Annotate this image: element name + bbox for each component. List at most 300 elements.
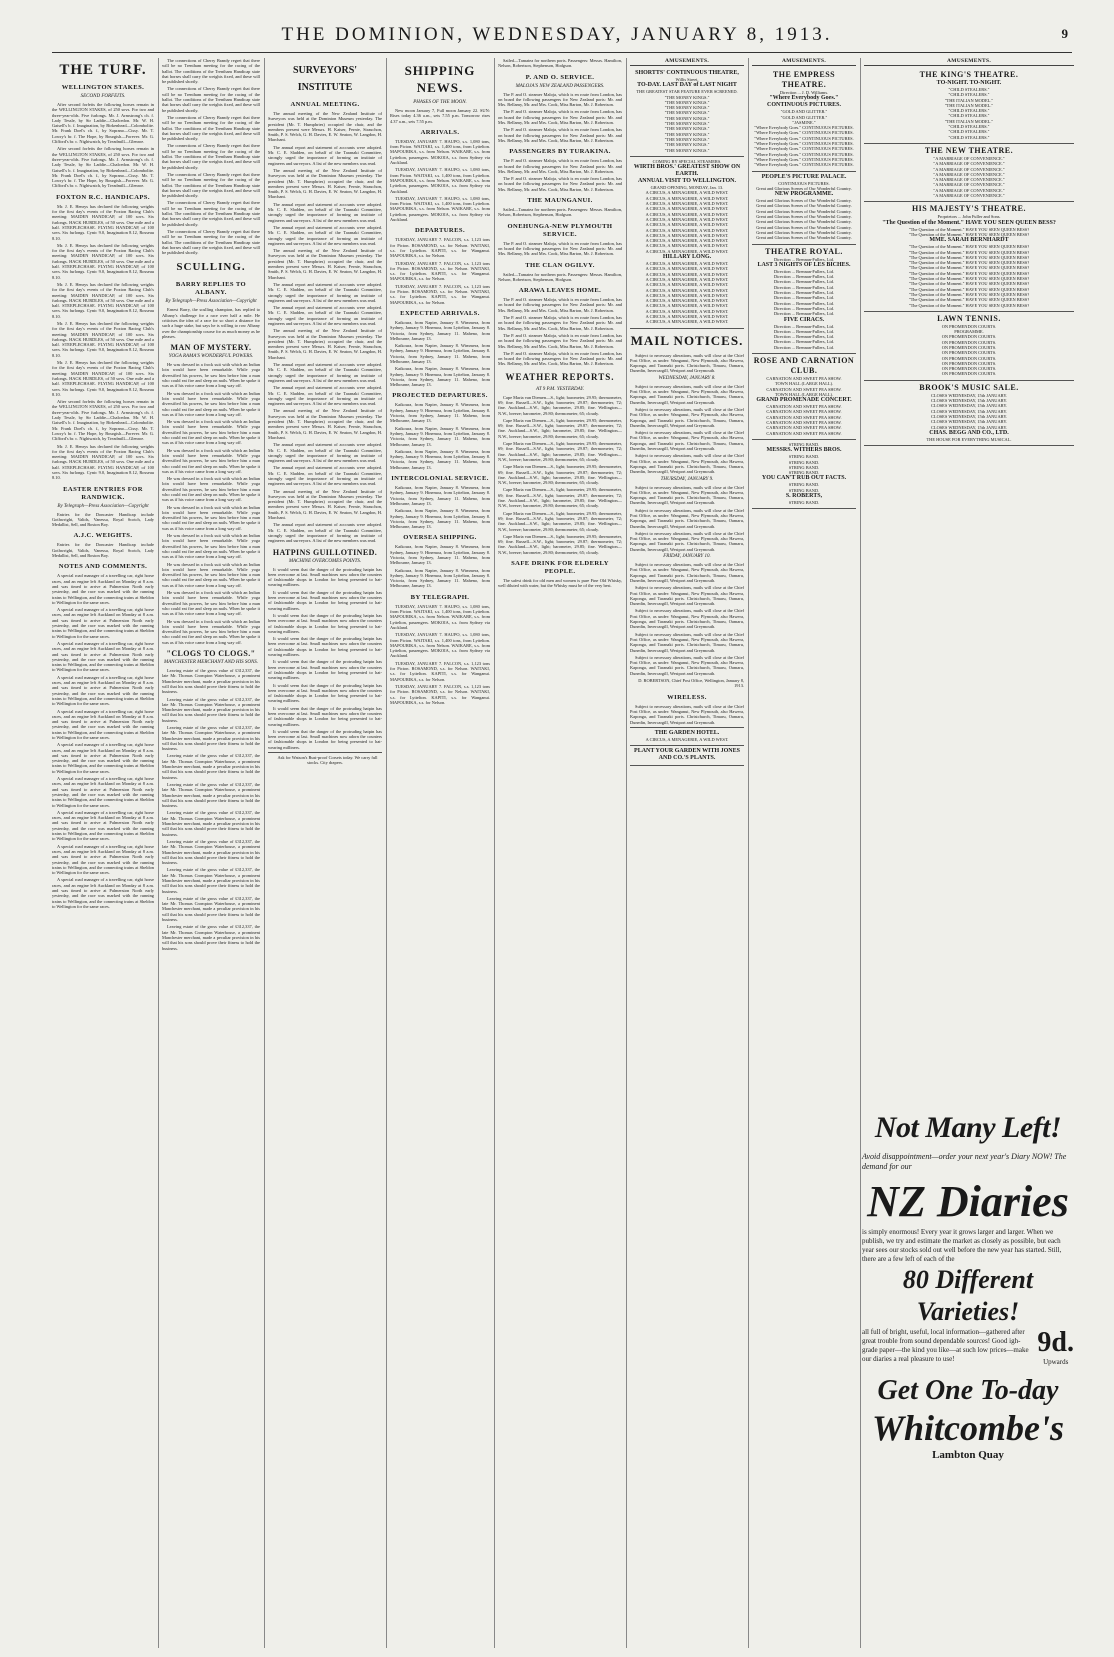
ad-line: Direction ... Brennan-Fullers, Ltd.: [774, 311, 834, 317]
ad-line: A CIRCUS, A MENAGERIE, A WILD WEST.: [645, 319, 729, 325]
article-text: The P. and O. steamer Maloja, which is en route from London, has on board the following passengers for New Zealand ports: Mr. and Mrs. Bellamy, Mr. and Mrs. Cook, Miss Barton, Mr. J. Robertson.: [498, 109, 622, 126]
article-text: The annual meeting of the New Zealand Institute of Surveyors was held at the Dominion Museum yesterday. The president (Mr. T. Humphries) occupied the chair, and the members present were Messrs. H. Kaiser, Fernie, Strauchon, Smith, P. S. Welch, G. H. Davies, E. W. Seaton, W. Langdon, H. Marchant.: [268, 328, 382, 360]
ad-line: CARNATION AND SWEET PEA SHOW.: [766, 420, 842, 426]
telegraph-heading: BY TELEGRAPH.: [410, 593, 470, 601]
advert-kings: [864, 68, 1074, 144]
projected-heading: PROJECTED DEPARTURES.: [392, 392, 488, 400]
ad-line: Proprietors ... John Fuller and Sons.: [937, 214, 1001, 220]
article-text: Subject to necessary alterations, mails will close at the Chief Post Office, as under: Wanganui, New Plymouth, also Hawera, Kaponga, and Taranaki ports. Christchurch, Timaru, Oamaru, Dunedin, Invercargill, Westport and Greymouth.: [630, 430, 744, 452]
article-text: The P. and O. steamer Maloja, which is en route from London, has on board the following passengers for New Zealand ports: Mr. and Mrs. Bellamy, Mr. and Mrs. Cook, Miss Barton, Mr. J. Robertson.: [498, 176, 622, 192]
ad-line: "Where Everybody Goes." CONTINUOUS PICTURES.: [766, 95, 841, 109]
article-text: TUESDAY, JANUARY 7. HAUPO, s.s. 1,080 tons, from Picton. WAITAKI, s.s. 1,400 tons, from Lyttelton. MAPOURIKA, s.s. from Nelson. WAIKARE, s.s. from Lyttelton, passengers. MOKOIA, s.s. from Sydney via Auckland.: [390, 195, 490, 223]
advert-empress: [752, 68, 856, 172]
article-text: Subject to necessary alterations, mails will close at the Chief Post Office, as under: Wanganui, New Plymouth, also Hawera, Kaponga, and Taranaki ports. Christchurch, Timaru, Oamaru, Dunedin, Invercargill, Westport and Greymouth.: [630, 453, 744, 475]
article-text: It would seem that the danger of the protruding hatpin has been overcome at last. Small machines now adorn the counters of fashionable shops in London for being presented to hat-wearing milliners.: [268, 705, 382, 727]
article-text: Leaving estate of the gross value of £312,337, the late Mr. Thomas Crompton Waterhouse, a prominent Manchester merchant, made a peculiar provision in his will that his sons should prove their fitness to hold the business.: [162, 724, 260, 752]
ad-line: ON PROMENDON COURTS.: [941, 334, 997, 340]
oversea-heading: OVERSEA SHIPPING.: [403, 534, 477, 542]
article-text: Entries for the Doncaster Handicap include Gothwright, Valids, Vanessa, Royal Scotch, Lady Medallist, Sell, and Boston Boy.: [52, 511, 154, 528]
ad-line: CLOSES WEDNESDAY, 15th JANUARY.: [930, 424, 1008, 430]
ad-line: A CIRCUS, A MENAGERIE, A WILD WEST.: [645, 216, 729, 222]
ad-line: A CIRCUS, A MENAGERIE, A WILD WEST.: [645, 238, 729, 244]
ad-line: Direction ... Brennan-Fullers, Ltd.: [774, 334, 834, 340]
ad-line: THE GREATEST STAR FEATURE EVER SCREENED.: [636, 89, 738, 95]
arawa-heading: ARAWA LEAVES HOME.: [518, 287, 602, 295]
ad-line: A CIRCUS, A MENAGERIE, A WILD WEST.: [645, 261, 729, 267]
article-text: The safest drink for old men and women is pure Fine Old Whisky, well diluted with water, but the Whisky must be of the very best.: [498, 578, 622, 589]
ad-line: THE HOUSE FOR EVERYTHING MUSICAL.: [926, 436, 1012, 442]
article-text: Kaikoura, from Napier, January 8. Wimmera, from Sydney, January 9. Hinemoa, from Lyttelton, January 8. Victoria, from Sydney, January 11. Maheno, from Melbourne, January 13.: [390, 567, 490, 589]
article-text: The annual meeting of the New Zealand Institute of Surveyors was held at the Dominion Museum yesterday. The president (Mr. T. Humphries) occupied the chair, and the members present were Messrs. H. Kaiser, Fernie, Strauchon, Smith, P. S. Welch, G. H. Davies, E. W. Seaton, W. Langdon, H. Marchant.: [268, 488, 382, 521]
ad-line: "The Question of the Moment." HAVE YOU SEEN QUEEN BESS?: [908, 231, 1030, 237]
intercolonial-heading: INTERCOLONIAL SERVICE.: [391, 475, 489, 483]
ad-line: "A MARRIAGE OF CONVENIENCE.": [933, 182, 1005, 188]
article-text: The P. and O. steamer Maloja, which is en route from London, has on board the following passengers for New Zealand ports: Mr. and Mrs. Bellamy, Mr. and Mrs. Cook, Miss Barton, Mr. J. Robertson.: [498, 350, 622, 367]
article-text: He was dressed in a frock suit with which an Indian loin would have been remarkable. While yoga diversified his powers, he saw him before him a man who could eat fire and sleep on nails. When he spoke it was as if his voice came from a long way off.: [162, 590, 260, 617]
ad-line: CLOSES WEDNESDAY, 15th JANUARY.: [930, 408, 1008, 414]
ad-line: "The Question of the Moment." HAVE YOU SEEN QUEEN BESS?: [908, 249, 1030, 255]
ad-line: "CHILD STEALERS.": [948, 129, 990, 135]
article-text: He was dressed in a frock suit with which an Indian loin would have been remarkable. While yoga diversified his powers, he saw him before him a man who could eat fire and sleep on nails. When he spoke it was as if his voice came from a long way off.: [162, 419, 260, 446]
ad-line: "Where Everybody Goes." CONTINUOUS PICTURES.: [754, 146, 854, 152]
advert-brooks: [864, 381, 1074, 446]
article-text: A special road manager of a travelling car, right horse races, and an engine left Auckland on Monday at 8 a.m. and was timed to arrive at Palmerston North early yesterday, and the race was marked with the running trains to Wellington, and the connecting trains at Sheldon to Wellington for the same races.: [52, 877, 154, 909]
promo-price-note: Upwards: [1043, 1358, 1069, 1366]
ad-line: CHAS. BEGG AND CO., LTD.: [929, 429, 1009, 436]
mystery-heading: MAN OF MYSTERY.: [170, 343, 252, 353]
article-text: Kaikoura, from Napier, January 8. Wimmera, from Sydney, January 9. Hinemoa, from Lyttelton, January 8. Victoria, from Sydney, January 11. Maheno, from Melbourne, January 13.: [390, 425, 490, 447]
column-rule: [626, 58, 627, 1648]
article-text: He was dressed in a frock suit with which an Indian loin would have been remarkable. While yoga diversified his powers, he saw him before him a man who could eat fire and sleep on nails. When he spoke it was as if his voice came from a long way off.: [162, 504, 260, 531]
maloja-subheading: MALOJA'S NEW ZEALAND PASSENGERS.: [515, 83, 605, 89]
article-text: After second forfeits the following horses remain in the WELLINGTON STAKES, of 250 sovs. For two and three-year-olds. Five furlongs. Mr. J. Armstrong's ch. f. Lady Tessle, by Sir Laddie—Chalcedon. Mr. W. H. Gaisell's b. f. Imagination, by Birkenhead—Colombolite. Mr. Frank Doel's ch. f., by Soprano—Cissy. Mr. T. Lowry's br. f. The Hope, by Bourgish—Forever. Mr. G. Clifford's br. c. Nightwatch, by Treadmill—Glenroe.: [52, 102, 154, 145]
article-text: Cape Maria van Diemen—S., light; barometer, 29.95; thermometer, 69; fine. Russell—S.W., light; barometer, 29.87; thermometer, 72; fine. Auckland—S.W., light; barometer, 29.85; fine. Wellington—N.W., breeze; barometer, 29.80; thermometer, 65; cloudy.: [498, 417, 622, 439]
ad-line: Direction ... Brennan-Fullers, Ltd.: [774, 274, 834, 280]
ad-line: "The Question of the Moment." HAVE YOU SEEN QUEEN BESS?: [908, 281, 1030, 287]
ad-line: "The Question of the Moment." HAVE YOU SEEN QUEEN BESS?: [882, 219, 1056, 226]
article-text: The annual report and statement of accounts were adopted. Mr. C. E. Sladden, on behalf of the Taranaki Committee, strongly urged the importance of forming an institute of engineers and surveyors. A list of the new members was read.: [268, 224, 382, 246]
ad-line: MME. SARAH BERNHARDT: [929, 237, 1009, 244]
ad-line: "GOLD AND GLITTER.": [780, 114, 828, 120]
ad-line: A CIRCUS, A MENAGERIE, A WILD WEST.: [645, 243, 729, 249]
article-text: He was dressed in a frock suit with which an Indian loin would have been remarkable. While yoga diversified his powers, he saw him before him a man who could eat fire and sleep on nails. When he spoke it was as if his voice came from a long way off.: [162, 476, 260, 503]
mail-notices-heading: MAIL NOTICES.: [630, 332, 744, 348]
foxton-heading: FOXTON R.C. HANDICAPS.: [56, 193, 150, 201]
ad-line: "THE ITALIAN MODEL.": [944, 102, 994, 108]
arrivals-heading: ARRIVALS.: [420, 128, 460, 136]
article-text: New moon January 7, Full moon January 22. SUN: Rises today 4.36 a.m., sets 7.55 p.m. Tomorrow rises 4.37 a.m., sets 7.55 p.m.: [390, 108, 490, 124]
advert-theatre-royal: [752, 245, 856, 354]
promo-call-to-action: Get One To-day: [877, 1375, 1059, 1406]
ad-line: PROGRAMME.: [954, 329, 984, 335]
promo-varieties: 80 Different Varieties!: [902, 1265, 1034, 1326]
ad-line: ON PROMENDON COURTS.: [941, 344, 997, 350]
ad-line: A CIRCUS, A MENAGERIE, A WILD WEST.: [645, 282, 729, 288]
ad-title: PEOPLE'S PICTURE PALACE.: [761, 173, 847, 180]
ad-line: "Where Everybody Goes." CONTINUOUS PICTURES.: [754, 162, 854, 168]
article-text: A special road manager of a travelling car, right horse races, and an engine left Auckland on Monday at 8 a.m. and was timed to arrive at Palmerston North early yesterday, and the race was marked with the running trains to Wellington, and the connecting trains at Sheldon to Wellington for the same races.: [52, 674, 154, 707]
article-text: The annual report and statement of accounts were adopted. Mr. C. E. Sladden, on behalf of the Taranaki Committee, strongly urged the importance of forming an institute of engineers and surveyors. A list of the new members was read.: [268, 144, 382, 166]
ad-line: Great and Glorious Scenes of Our Wonderful Country.: [756, 224, 852, 230]
annual-meeting-heading: ANNUAL MEETING.: [290, 101, 360, 108]
ad-line: "Where Everybody Goes." CONTINUOUS PICTURES.: [754, 130, 854, 136]
mail-date: FRIDAY, JANUARY 10.: [663, 554, 711, 560]
amusements-heading: AMUSEMENTS.: [752, 58, 856, 66]
ad-line: "A MARRIAGE OF CONVENIENCE.": [933, 187, 1005, 193]
article-text: Mr. J. E. Henrys has declared the following weights for the first day's events of the Foxton Racing Club's meeting: MAIDEN HANDICAP, of 100 sovs. Six furlongs. HACK HURDLES, of 50 sovs. One mile and a half. STEEPLECHASE. FLYING HANDICAP, of 100 sovs. Six furlongs. Cynic 9.0, Imagination 8.12, Rosseau 8.10.: [52, 360, 154, 397]
notes-heading: NOTES AND COMMENTS.: [58, 563, 148, 571]
ad-line: A CIRCUS, A MENAGERIE, A WILD WEST.: [645, 292, 729, 298]
article-text: Subject to necessary alterations, mails will close at the Chief Post Office, as under: Wanganui, New Plymouth, also Hawera, Kaponga, and Taranaki ports. Christchurch, Timaru, Oamaru, Dunedin, Invercargill, Westport and Greymouth.: [630, 631, 744, 653]
column-shipping: [390, 58, 490, 1648]
ad-line: "The Question of the Moment." HAVE YOU SEEN QUEEN BESS?: [908, 244, 1030, 250]
masthead-rule: [52, 52, 1072, 53]
ad-line: "THE ITALIAN MODEL.": [944, 118, 994, 124]
ad-line: A CIRCUS, A MENAGERIE, A WILD WEST.: [645, 206, 729, 212]
ad-line: "THE MONEY KINGS.": [664, 105, 710, 111]
article-text: Kaikoura, from Napier, January 8. Wimmera, from Sydney, January 9. Hinemoa, from Lyttelton, January 8. Victoria, from Sydney, January 11. Maheno, from Melbourne, January 13.: [390, 366, 490, 388]
weather-subheading: AT 9 P.M. YESTERDAY.: [535, 386, 585, 392]
advert-peoples: [752, 172, 856, 245]
promo-product: NZ Diaries: [867, 1177, 1069, 1226]
article-text: TUESDAY, JANUARY 7. HAUPO, s.s. 1,080 tons, from Picton. WAITAKI, s.s. 1,400 tons, from Lyttelton. MAPOURIKA, s.s. from Nelson. WAIKARE, s.s. from Lyttelton, passengers. MOKOIA, s.s. from Sydney via Auckland.: [390, 167, 490, 194]
article-text: Kaikoura, from Napier, January 8. Wimmera, from Sydney, January 9. Hinemoa, from Lyttelton, January 8. Victoria, from Sydney, January 11. Maheno, from Melbourne, January 13.: [390, 544, 490, 566]
ad-line: S. ROBERTS,: [785, 493, 823, 500]
weather-heading: WEATHER REPORTS.: [505, 371, 615, 382]
ad-line: "The Question of the Moment." HAVE YOU SEEN QUEEN BESS?: [908, 254, 1030, 260]
article-text: The P. and O. steamer Maloja, which is en route from London, has on board the following passengers for New Zealand ports: Mr. and Mrs. Bellamy, Mr. and Mrs. Cook, Miss Barton, Mr. J. Robertson.: [498, 297, 622, 313]
article-text: Leaving estate of the gross value of £312,337, the late Mr. Thomas Crompton Waterhouse, a prominent Manchester merchant, made a peculiar provision in his will that his sons should prove their fitness to hold the business.: [162, 838, 260, 866]
ad-line: STRING BAND.: [788, 464, 820, 470]
ad-line: FIVE CIRACS.: [783, 316, 825, 323]
mail-signature: D. ROBERTSON, Chief Post Office, Wellington, January 8, 1913.: [638, 678, 744, 689]
advert-new-theatre: [864, 144, 1074, 202]
article-text: Cape Maria van Diemen—S., light; barometer, 29.95; thermometer, 69; fine. Russell—S.W., light; barometer, 29.87; thermometer, 72; fine. Auckland—S.W., light; barometer, 29.85; fine. Wellington—N.W., breeze; barometer, 29.80; thermometer, 65; cloudy.: [498, 533, 622, 555]
article-text: A special road manager of a travelling car, right horse races, and an engine left Auckland on Monday at 8 a.m. and was timed to arrive at Palmerston North early yesterday, and the race was marked with the running trains to Wellington, and the connecting trains at Sheldon to Wellington for the same races.: [52, 809, 154, 842]
ad-line: STRING BAND.: [788, 482, 820, 488]
article-text: The annual meeting of the New Zealand Institute of Surveyors was held at the Dominion Museum yesterday. The president (Mr. T. Humphries) occupied the chair, and the members present were Messrs. H. Kaiser, Fernie, Strauchon, Smith, P. S. Welch, G. H. Davies, E. W. Seaton, W. Langdon, H. Marchant.: [268, 248, 382, 280]
sculling-heading: SCULLING.: [176, 261, 246, 274]
surveyors-heading: SURVEYORS' INSTITUTE: [292, 65, 358, 93]
ad-line: "CHILD STEALERS.": [948, 134, 990, 140]
clan-ogilvy-heading: THE CLAN OGILVY.: [525, 261, 595, 269]
article-text: Subject to necessary alterations, mails will close at the Chief Post Office, as under: Wanganui, New Plymouth, also Hawera, Kaponga, and Taranaki ports. Christchurch, Timaru, Oamaru, Dunedin, Invercargill, Westport and Greymouth.: [630, 406, 744, 428]
ad-line: YOU CAN'T RUB OUT FACTS.: [761, 475, 847, 482]
ad-line: A CIRCUS, A MENAGERIE, A WILD WEST.: [645, 308, 729, 314]
ad-title: LAWN TENNIS.: [937, 313, 1001, 323]
ad-line: Great and Glorious Scenes of Our Wonderful Country.: [756, 219, 852, 225]
ad-line: A CIRCUS, A MENAGERIE, A WILD WEST.: [645, 313, 729, 319]
ad-line: Direction ... Brennan-Fullers, Ltd.: [774, 256, 834, 262]
ad-line: CARNATION AND SWEET PEA SHOW.: [766, 409, 842, 415]
article-text: It would seem that the danger of the protruding hatpin has been overcome at last. Small machines now adorn the counters of fashionable shops in London for being presented to hat-wearing milliners.: [268, 728, 382, 750]
article-text: He was dressed in a frock suit with which an Indian loin would have been remarkable. While yoga diversified his powers, he saw him before him a man who could eat fire and sleep on nails. When he spoke it was as if his voice came from a long way off.: [162, 390, 260, 417]
ad-line: "The Question of the Moment." HAVE YOU SEEN QUEEN BESS?: [908, 260, 1030, 266]
ad-line: "Where Everybody Goes." CONTINUOUS PICTURES.: [754, 151, 854, 157]
article-text: The annual meeting of the New Zealand Institute of Surveyors was held at the Dominion Museum yesterday. The president (Mr. T. Humphries) occupied the chair, and the members present were Messrs. H. Kaiser, Fernie, Strauchon, Smith, P. S. Welch, G. H. Davies, E. W. Seaton, W. Langdon, H. Marchant.: [268, 408, 382, 440]
column-sculling: [162, 58, 260, 1648]
article-text: A special road manager of a travelling car, right horse races, and an engine left Auckland on Monday at 8 a.m. and was timed to arrive at Palmerston North early yesterday, and the race was marked with the running trains to Wellington, and the connecting trains at Sheldon to Wellington for the same races.: [52, 607, 154, 639]
promo-price-box: [1037, 1328, 1074, 1366]
ad-line: Direction ... Brennan-Fullers, Ltd.: [774, 279, 834, 285]
article-text: He was dressed in a frock suit with which an Indian loin would have been remarkable. While yoga diversified his powers, he saw him before him a man who could eat fire and sleep on nails. When he spoke it was as if his voice came from a long way off.: [162, 362, 260, 389]
ad-line: "The Question of the Moment." HAVE YOU SEEN QUEEN BESS?: [908, 276, 1030, 282]
article-text: The connections of Cherry Brandy regret that there will be no Trentham meeting for the racing of the ballot. The conditions of the Trentham Handicap state that horses shall carry the weights fixed, and these will be published shortly.: [162, 200, 260, 227]
article-text: Ernest Barry, the sculling champion, has replied to Albany's challenge for a race over half a mile. He criticises the idea of a race for so short a distance for such a huge stake, but says he is willing to row Albany over the championship course for as much money as he pleases.: [162, 307, 260, 339]
ad-line: CARNATION AND SWEET PEA SHOW.: [766, 404, 842, 410]
turf-heading: THE TURF.: [59, 62, 147, 78]
ad-line: STRING BAND.: [788, 454, 820, 460]
article-text: The annual report and statement of accounts were adopted. Mr. C. E. Sladden, on behalf of the Taranaki Committee, strongly urged the importance of forming an institute of engineers and surveyors. A list of the new members was read.: [268, 305, 382, 326]
ad-line: STRING BAND.: [788, 500, 820, 506]
ad-line: CARNATION AND SWEET PEA SHOW.: [766, 386, 842, 392]
ad-line: "THE MONEY KINGS.": [664, 147, 710, 153]
ad-line: "Where Everybody Goes." CONTINUOUS PICTURES.: [754, 125, 854, 131]
ad-line: "THE MONEY KINGS.": [664, 136, 710, 142]
article-text: The annual report and statement of accounts were adopted. Mr. C. E. Sladden, on behalf of the Taranaki Committee, strongly urged the importance of forming an institute of engineers and surveyors. A list of the new members was read.: [268, 362, 382, 383]
article-text: Cape Maria van Diemen—S., light; barometer, 29.95; thermometer, 69; fine. Russell—S.W., light; barometer, 29.87; thermometer, 72; fine. Auckland—S.W., light; barometer, 29.85; fine. Wellington—N.W., breeze; barometer, 29.80; thermometer, 65; cloudy.: [498, 464, 622, 486]
ad-line: ON PROMENDON COURTS.: [941, 350, 997, 356]
ad-line: LAST 3 NIGHTS OF LES BICHES.: [757, 261, 851, 268]
ad-line: A CIRCUS, A MENAGERIE, A WILD WEST.: [645, 266, 729, 272]
ad-line: "A MARRIAGE OF CONVENIENCE.": [933, 193, 1005, 199]
article-text: A special road manager of a travelling car, right horse races, and an engine left Auckland on Monday at 8 a.m. and was timed to arrive at Palmerston North early yesterday, and the race was marked with the running trains to Wellington, and the connecting trains at Sheldon to Wellington for the same races.: [52, 843, 154, 876]
ad-line: STRING BAND.: [788, 470, 820, 476]
onehunga-heading: ONEHUNGA-NEW PLYMOUTH SERVICE.: [507, 222, 613, 238]
promo-brand: Whitcombe's: [871, 1408, 1064, 1448]
article-text: Leaving estate of the gross value of £312,337, the late Mr. Thomas Crompton Waterhouse, a prominent Manchester merchant, made a peculiar provision in his will that his sons should prove their fitness to hold the business.: [162, 924, 260, 951]
wellington-stakes-heading: WELLINGTON STAKES.: [61, 84, 145, 91]
ad-line: A CIRCUS, A MENAGERIE, A WILD WEST.: [645, 195, 729, 201]
article-text: TUESDAY, JANUARY 7. HAUPO, s.s. 1,080 tons, from Picton. WAITAKI, s.s. 1,400 tons, from Lyttelton. MAPOURIKA, s.s. from Nelson. WAIKARE, s.s. from Lyttelton, passengers. MOKOIA, s.s. from Sydney via Auckland.: [390, 632, 490, 659]
column-rule: [158, 58, 159, 1648]
ad-line: Direction ... Brennan-Fullers, Ltd.: [774, 305, 834, 311]
ad-title: THEATRE ROYAL.: [765, 246, 843, 256]
article-text: Leaving estate of the gross value of £312,337, the late Mr. Thomas Crompton Waterhouse, a prominent Manchester merchant, made a peculiar provision in his will that his sons should prove their fitness to hold the business.: [162, 753, 260, 780]
ad-title: BROOK'S MUSIC SALE.: [919, 382, 1019, 392]
article-text: Mr. J. E. Henrys has declared the following weights for the first day's events of the Foxton Racing Club's meeting: MAIDEN HANDICAP, of 100 sovs. Six furlongs. HACK HURDLES, of 50 sovs. One mile and a half. STEEPLECHASE. FLYING HANDICAP, of 100 sovs. Six furlongs. Cynic 9.0, Imagination 8.12, Rosseau 8.10.: [52, 242, 154, 280]
manchester-subheading: MANCHESTER MERCHANT AND HIS SONS.: [163, 660, 259, 666]
turakina-heading: PASSENGERS BY TURAKINA.: [509, 148, 611, 156]
article-text: Cape Maria van Diemen—S., light; barometer, 29.95; thermometer, 69; fine. Russell—S.W., light; barometer, 29.87; thermometer, 72; fine. Auckland—S.W., light; barometer, 29.85; fine. Wellington—N.W., breeze; barometer, 29.80; thermometer, 65; cloudy.: [498, 394, 622, 416]
article-text: Sailed—Tamatea for northern ports. Passengers: Messrs. Hamilton, Nelson, Robertson, Stephenson, Hodgson.: [498, 271, 622, 282]
article-text: It would seem that the danger of the protruding hatpin has been overcome at last. Small machines now adorn the counters of fashionable shops in London for being presented to hat-wearing milliners.: [268, 612, 382, 634]
article-text: It would seem that the danger of the protruding hatpin has been overcome at last. Small machines now adorn the counters of fashionable shops in London for being presented to hat-wearing milliners.: [268, 566, 382, 588]
byline: By Telegraph—Press Association—Copyright: [57, 503, 149, 509]
advert-jones: [630, 746, 744, 766]
safe-drink-heading: SAFE DRINK FOR ELDERLY PEOPLE.: [511, 560, 609, 575]
article-text: The annual meeting of the New Zealand Institute of Surveyors was held at the Dominion Museum yesterday. The president (Mr. T. Humphries) occupied the chair, and the members present were Messrs. H. Kaiser, Fernie, Strauchon, Smith, P. S. Welch, G. H. Davies, E. W. Seaton, W. Langdon, H. Marchant.: [268, 167, 382, 200]
ad-line: "Where Everybody Goes." CONTINUOUS PICTURES.: [754, 156, 854, 162]
ad-line: Direction ... Brennan-Fullers, Ltd.: [774, 328, 834, 334]
article-text: After second forfeits the following horses remain in the WELLINGTON STAKES, of 250 sovs. For two and three-year-olds. Five furlongs. Mr. J. Armstrong's ch. f. Lady Tessle, by Sir Laddie—Chalcedon. Mr. W. H. Gaisell's b. f. Imagination, by Birkenhead—Colombolite. Mr. Frank Doel's ch. f., by Soprano—Cissy. Mr. T. Lowry's br. f. The Hope, by Bourgish—Forever. Mr. G. Clifford's br. c. Nightwatch, by Treadmill—Glenroe.: [52, 146, 154, 189]
ad-line: CLOSES WEDNESDAY, 15th JANUARY.: [930, 403, 1008, 409]
ad-line: "A MARRIAGE OF CONVENIENCE.": [933, 155, 1005, 161]
ad-line: CARNATION AND SWEET PEA SHOW.: [766, 414, 842, 420]
ad-line: "The Question of the Moment." HAVE YOU SEEN QUEEN BESS?: [908, 291, 1030, 297]
ad-line: A CIRCUS, A MENAGERIE, A WILD WEST.: [645, 303, 729, 309]
article-text: He was dressed in a frock suit with which an Indian loin would have been remarkable. While yoga diversified his powers, he saw him before him a man who could eat fire and sleep on nails. When he spoke it was as if his voice came from a long way off.: [162, 447, 260, 474]
ad-line: "THE MONEY KINGS.": [664, 110, 710, 116]
ad-line: "The Question of the Moment." HAVE YOU SEEN QUEEN BESS?: [908, 265, 1030, 271]
ad-line: TOWN HALL (LARGE HALL).: [774, 391, 834, 397]
ad-title: HIS MAJESTY'S THEATRE.: [911, 204, 1027, 214]
ad-line: Great and Glorious Scenes of Our Wonderful Country.: [756, 214, 852, 220]
article-text: A special road manager of a travelling car, right horse races, and an engine left Auckland on Monday at 8 a.m. and was timed to arrive at Palmerston North early yesterday, and the race was marked with the running trains to Wellington, and the connecting trains at Sheldon to Wellington for the same races.: [52, 742, 154, 774]
byline: By Telegraph—Press Association—Copyright: [165, 299, 257, 305]
ad-line: "THE MONEY KINGS.": [664, 121, 710, 127]
ad-line: CLOSES WEDNESDAY, 15th JANUARY.: [930, 392, 1008, 398]
article-text: The annual meeting of the New Zealand Institute of Surveyors was held at the Dominion Museum yesterday. The president (Mr. T. Humphries) occupied the chair, and the members present were Messrs. H. Kaiser, Fernie, Strauchon, Smith, P. S. Welch, G. H. Davies, E. W. Seaton, W. Langdon, H. Marchant.: [268, 111, 382, 143]
ad-line: Direction ... J. D. Williams.: [779, 90, 829, 95]
column-surveyors: [268, 58, 382, 1648]
ad-line: Great and Glorious Scenes of Our Wonderful Country.: [756, 203, 852, 209]
ad-line: ON PROMENDON COURTS.: [941, 339, 997, 345]
ad-line: "Where Everybody Goes." CONTINUOUS PICTURES.: [754, 135, 854, 141]
article-text: Subject to necessary alterations, mails will close at the Chief Post Office, as under: Wanganui, New Plymouth, also Hawera, Kaponga, and Taranaki ports. Christchurch, Timaru, Oamaru, Dunedin, Invercargill, Westport and Greymouth.: [630, 608, 744, 630]
article-text: TUESDAY, JANUARY 7. FALCON, s.s. 1,123 tons for Picton. ROSAMOND, s.s. for Nelson. WAITAKI, s.s. for Lyttelton. KAPITI, s.s. for Wanganui. MAPOURIKA, s.s. for Nelson.: [390, 683, 490, 705]
ad-line: "The Question of the Moment." HAVE YOU SEEN QUEEN BESS?: [908, 286, 1030, 292]
article-text: Leaving estate of the gross value of £312,337, the late Mr. Thomas Crompton Waterhouse, a prominent Manchester merchant, made a peculiar provision in his will that his sons should prove their fitness to hold the business.: [162, 696, 260, 723]
amusements-heading: AMUSEMENTS.: [864, 58, 1074, 66]
article-text: Subject to necessary alterations, mails will close at the Chief Post Office, as under: Wanganui, New Plymouth, also Hawera, Kaponga, and Taranaki ports. Christchurch, Timaru, Oamaru, Dunedin, Invercargill, Westport and Greymouth.: [630, 507, 744, 529]
article-text: The P. and O. steamer Maloja, which is en route from London, has on board the following passengers for New Zealand ports: Mr. and Mrs. Bellamy, Mr. and Mrs. Cook, Miss Barton, Mr. J. Robertson.: [498, 158, 622, 174]
ad-line: "THE ITALIAN MODEL.": [944, 97, 994, 103]
ad-line: CARNATION AND SWEET PEA SHOW.: [766, 425, 842, 431]
article-text: The connections of Cherry Brandy regret that there will be no Trentham meeting for the racing of the ballot. The conditions of the Trentham Handicap state that horses shall carry the weights fixed, and these will be published shortly.: [162, 228, 260, 256]
ad-line: TO-NIGHT. TO-NIGHT.: [936, 80, 1002, 86]
article-text: After second forfeits the following horses remain in the WELLINGTON STAKES, of 250 sovs. For two and three-year-olds. Five furlongs. Mr. J. Armstrong's ch. f. Lady Tessle, by Sir Laddie—Chalcedon. Mr. W. H. Gaisell's b. f. Imagination, by Birkenhead—Colombolite. Mr. Frank Doel's ch. f., by Soprano—Cissy. Mr. T. Lowry's br. f. The Hope, by Bourgish—Forever. Mr. G. Clifford's br. c. Nightwatch, by Treadmill—Glenroe.: [52, 399, 154, 442]
promo-price: 9d.: [1037, 1327, 1074, 1358]
ad-line: "A MARRIAGE OF CONVENIENCE.": [933, 166, 1005, 172]
diary-advertisement: [862, 1110, 1074, 1630]
column-turf: [52, 58, 154, 1648]
ad-line: CARNATION AND SWEET PEA SHOW.: [766, 430, 842, 436]
article-text: Mr. J. E. Henrys has declared the following weights for the first day's events of the Foxton Racing Club's meeting: MAIDEN HANDICAP, of 100 sovs. Six furlongs. HACK HURDLES, of 50 sovs. One mile and a half. STEEPLECHASE. FLYING HANDICAP, of 100 sovs. Six furlongs. Cynic 9.0, Imagination 8.12, Rosseau 8.10.: [52, 443, 154, 481]
ad-line: Great and Glorious Scenes of Our Wonderful Country.: [756, 185, 852, 191]
article-text: Kaikoura, from Napier, January 8. Wimmera, from Sydney, January 9. Hinemoa, from Lyttelton, January 8. Victoria, from Sydney, January 11. Maheno, from Melbourne, January 13.: [390, 319, 490, 341]
ad-line: "THE MONEY KINGS.": [664, 126, 710, 132]
article-text: It would seem that the danger of the protruding hatpin has been overcome at last. Small machines now adorn the counters of fashionable shops in London for being presented to hat-wearing milliners.: [268, 682, 382, 704]
ad-line: CLOSES WEDNESDAY, 15th JANUARY.: [930, 398, 1008, 404]
ad-title: PLANT YOUR GARDEN WITH JONES AND CO.'S PLANTS.: [634, 748, 740, 762]
ad-title: THE EMPRESS THEATRE.: [772, 70, 836, 89]
promo-body-2: all full of bright, useful, local information—gathered after great trouble from sound dependable sources! Good igh-grade paper—the kind you like—at such low prices—make our diaries a real pleasure to use!: [862, 1328, 1029, 1363]
second-forfeits-heading: SECOND FORFEITS.: [80, 94, 126, 99]
ad-line: "CHILD STEALERS.": [948, 92, 990, 98]
ad-line: ON PROMENDON COURTS.: [941, 323, 997, 329]
article-text: A special road manager of a travelling car, right horse races, and an engine left Auckland on Monday at 8 a.m. and was timed to arrive at Palmerston North early yesterday, and the race was marked with the running trains to Wellington, and the connecting trains at Sheldon to Wellington for the same races.: [52, 708, 154, 740]
ad-line: Direction ... Brennan-Fullers, Ltd.: [774, 339, 834, 345]
ad-line: ON PROMENDON COURTS.: [941, 366, 997, 372]
ad-line: GRAND OPENING, MONDAY, Jan. 13.: [650, 185, 724, 191]
article-text: The annual report and statement of accounts were adopted. Mr. C. E. Sladden, on behalf of the Taranaki Committee, strongly urged the importance of forming an institute of engineers and surveyors. A list of the new members was read.: [268, 465, 382, 487]
article-text: Mr. J. E. Henrys has declared the following weights for the first day's events of the Foxton Racing Club's meeting: MAIDEN HANDICAP, of 100 sovs. Six furlongs. HACK HURDLES, of 50 sovs. One mile and a half. STEEPLECHASE. FLYING HANDICAP, of 100 sovs. Six furlongs. Cynic 9.0, Imagination 8.12, Rosseau 8.10.: [52, 320, 154, 358]
column-rule: [748, 58, 749, 1648]
article-text: He was dressed in a frock suit with which an Indian loin would have been remarkable. While yoga diversified his powers, he saw him before him a man who could eat fire and sleep on nails. When he spoke it was as if his voice came from a long way off.: [162, 533, 260, 560]
article-text: Cape Maria van Diemen—S., light; barometer, 29.95; thermometer, 69; fine. Russell—S.W., light; barometer, 29.87; thermometer, 72; fine. Auckland—S.W., light; barometer, 29.85; fine. Wellington—N.W., breeze; barometer, 29.80; thermometer, 65; cloudy.: [498, 487, 622, 509]
ad-line: GRAND PROMENADE CONCERT.: [756, 397, 852, 404]
departures-heading: DEPARTURES.: [414, 227, 466, 235]
article-text: Kaikoura, from Napier, January 8. Wimmera, from Sydney, January 9. Hinemoa, from Lyttelton, January 8. Victoria, from Sydney, January 11. Maheno, from Melbourne, January 13.: [390, 508, 490, 530]
po-heading: P. AND O. SERVICE.: [525, 73, 595, 81]
ad-line: ON PROMENDON COURTS.: [941, 371, 997, 377]
article-text: The connections of Cherry Brandy regret that there will be no Trentham meeting for the racing of the ballot. The conditions of the Trentham Handicap state that horses shall carry the weights fixed, and these will be published shortly.: [162, 58, 260, 85]
advert-rose-club: [752, 354, 856, 440]
ad-line: ANNUAL VISIT TO WELLINGTON.: [637, 178, 737, 185]
article-text: The connections of Cherry Brandy regret that there will be no Trentham meeting for the racing of the ballot. The conditions of the Trentham Handicap state that horses shall carry the weights fixed, and these will be published shortly.: [162, 114, 260, 142]
ad-line: "The Question of the Moment." HAVE YOU SEEN QUEEN BESS?: [908, 226, 1030, 232]
wireless-heading: WIRELESS.: [667, 693, 707, 701]
article-text: He was dressed in a frock suit with which an Indian loin would have been remarkable. While yoga diversified his powers, he saw him before him a man who could eat fire and sleep on nails. When he spoke it was as if his voice came from a long way off.: [162, 561, 260, 588]
mail-date: THURSDAY, JANUARY 9.: [660, 476, 714, 482]
ad-line: CONTINUOUS PICTURES.: [778, 180, 830, 186]
ad-line: Direction ... Brennan-Fullers, Ltd.: [774, 295, 834, 301]
ad-line: Direction ... Brennan-Fullers, Ltd.: [774, 284, 834, 290]
ad-line: ON PROMENDON COURTS.: [941, 355, 997, 361]
ad-line: "JASMINE.": [792, 119, 816, 125]
ad-title: THE GARDEN HOTEL.: [654, 729, 720, 736]
promo-intro: Avoid disappointment—order your next year's Diary NOW! The demand for our: [862, 1152, 1067, 1171]
article-text: Leaving estate of the gross value of £312,337, the late Mr. Thomas Crompton Waterhouse, a prominent Manchester merchant, made a peculiar provision in his will that his sons should prove their fitness to hold the business.: [162, 895, 260, 923]
ad-line: STRING BAND.: [788, 441, 820, 447]
article-text: The annual report and statement of accounts were adopted. Mr. C. E. Sladden, on behalf of the Taranaki Committee, strongly urged the importance of forming an institute of engineers and surveyors. A list of the new members was read.: [268, 201, 382, 223]
column-rule: [264, 58, 265, 1648]
ad-line: A CIRCUS, A MENAGERIE, A WILD WEST.: [645, 287, 729, 293]
article-text: The annual report and statement of accounts were adopted. Mr. C. E. Sladden, on behalf of the Taranaki Committee, strongly urged the importance of forming an institute of engineers and surveyors. A list of the new members was read.: [268, 281, 382, 303]
ad-line: STRING BAND.: [788, 459, 820, 465]
ad-line: Direction ... Brennan-Fullers, Ltd.: [774, 300, 834, 306]
ad-line: "The Question of the Moment." HAVE YOU SEEN QUEEN BESS?: [908, 270, 1030, 276]
article-text: TUESDAY, JANUARY 7. FALCON, s.s. 1,123 tons for Picton. ROSAMOND, s.s. for Nelson. WAITAKI, s.s. for Lyttelton. KAPITI, s.s. for Wanganui. MAPOURIKA, s.s. for Nelson.: [390, 283, 490, 305]
article-text: TUESDAY, JANUARY 7. FALCON, s.s. 1,123 tons for Picton. ROSAMOND, s.s. for Nelson. WAITAKI, s.s. for Lyttelton. KAPITI, s.s. for Wanganui. MAPOURIKA, s.s. for Nelson.: [390, 660, 490, 682]
ad-line: A CIRCUS, A MENAGERIE, A WILD WEST.: [645, 271, 729, 277]
ad-line: ON PROMENDON COURTS.: [941, 360, 997, 366]
ad-line: TO-DAY. LAST DAY of LAST NIGHT: [637, 82, 737, 89]
ad-line: "The Question of the Moment." HAVE YOU SEEN QUEEN BESS?: [908, 297, 1030, 303]
ad-line: HILLARY LONG.: [662, 254, 712, 261]
ad-line: "THE MONEY KINGS.": [664, 142, 710, 148]
article-text: Mr. J. E. Henrys has declared the following weights for the first day's events of the Foxton Racing Club's meeting: MAIDEN HANDICAP, of 100 sovs. Six furlongs. HACK HURDLES, of 50 sovs. One mile and a half. STEEPLECHASE. FLYING HANDICAP, of 100 sovs. Six furlongs. Cynic 9.0, Imagination 8.12, Rosseau 8.10.: [52, 281, 154, 319]
hatpins-heading: HATPINS GUILLOTINED.: [272, 547, 378, 557]
article-text: Kaikoura, from Napier, January 8. Wimmera, from Sydney, January 9. Hinemoa, from Lyttelton, January 8. Victoria, from Sydney, January 11. Maheno, from Melbourne, January 13.: [390, 448, 490, 470]
ad-line: A CIRCUS, A MENAGERIE, A WILD WEST.: [645, 276, 729, 282]
article-text: It would seem that the danger of the protruding hatpin has been overcome at last. Small machines now adorn the counters of fashionable shops in London for being presented to hat-wearing milliners.: [268, 589, 382, 611]
article-text: Mr. J. E. Henrys has declared the following weights for the first day's events of the Foxton Racing Club's meeting: MAIDEN HANDICAP, of 100 sovs. Six furlongs. HACK HURDLES, of 50 sovs. One mile and a half. STEEPLECHASE. FLYING HANDICAP, of 100 sovs. Six furlongs. Cynic 9.0, Imagination 8.12, Rosseau 8.10.: [52, 203, 154, 241]
ad-line: A CIRCUS, A MENAGERIE, A WILD WEST.: [645, 222, 729, 228]
ad-line: A CIRCUS, A MENAGERIE, A WILD WEST.: [645, 201, 729, 207]
ad-line: "GOLD AND GLITTER.": [780, 109, 828, 115]
randwick-heading: EASTER ENTRIES FOR RANDWICK.: [63, 485, 143, 501]
article-text: Subject to necessary alterations, mails will close at the Chief Post Office, as under: Wanganui, New Plymouth, also Hawera, Kaponga, and Taranaki ports. Christchurch, Timaru, Oamaru, Dunedin, Invercargill, Westport and Greymouth.: [630, 654, 744, 676]
ad-line: "CHILD STEALERS.": [948, 87, 990, 92]
masthead: [0, 20, 1114, 48]
article-text: TUESDAY, JANUARY 7. HAUPO, s.s. 1,080 tons, from Picton. WAITAKI, s.s. 1,400 tons, from Lyttelton. MAPOURIKA, s.s. from Nelson. WAIKARE, s.s. from Lyttelton, passengers. MOKOIA, s.s. from Sydney via Auckland.: [390, 603, 490, 630]
column-amusements-3: [864, 58, 1074, 1098]
column-passengers: [498, 58, 622, 1648]
ad-line: A CIRCUS, A MENAGERIE, A WILD WEST.: [645, 298, 729, 304]
advert-withers: [752, 440, 856, 509]
ad-line: "A MARRIAGE OF CONVENIENCE.": [933, 171, 1005, 177]
notice-text: Ask for Watson's Rust-proof Corsets today. We carry full stocks. City drapers.: [268, 752, 382, 766]
column-rule: [860, 58, 861, 1648]
ad-line: "CHILD STEALERS.": [948, 108, 990, 114]
ad-line: A CIRCUS, A MENAGERIE, A WILD WEST.: [645, 248, 729, 254]
ad-line: A CIRCUS, A MENAGERIE, A WILD WEST.: [645, 736, 729, 742]
clogs-heading: "CLOGS TO CLOGS.": [166, 649, 256, 659]
ad-line: Direction ... Brennan-Fullers, Ltd.: [774, 344, 834, 350]
mail-date: WEDNESDAY, JANUARY 8.: [658, 375, 716, 381]
